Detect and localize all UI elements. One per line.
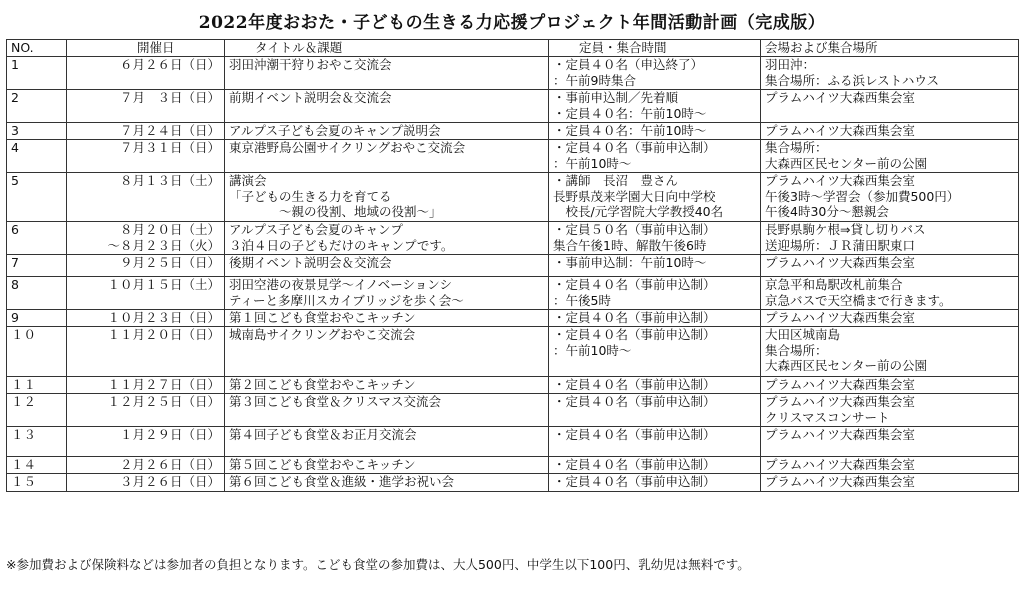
row-no: 1	[7, 57, 67, 90]
row-capacity-line: ・定員４０名（事前申込制）	[553, 427, 716, 442]
row-venue-line: プラムハイツ大森西集会室	[765, 255, 915, 270]
row-capacity-line: ：午前10時～	[553, 155, 632, 171]
row-venue	[761, 277, 1019, 310]
table-row	[7, 277, 1019, 310]
row-date-line: ７月３１日（日）	[119, 140, 220, 155]
row-capacity-line: ・定員４０名（申込終了）	[553, 57, 704, 72]
row-capacity-line: 集合午後1時、解散午後6時	[553, 237, 707, 253]
row-capacity	[549, 222, 761, 255]
table-row	[7, 123, 1019, 140]
row-capacity	[549, 427, 761, 457]
row-title	[225, 474, 549, 492]
row-date	[67, 123, 225, 140]
row-date	[67, 310, 225, 327]
row-no: １０	[7, 327, 67, 377]
table-row	[7, 222, 1019, 255]
row-title-line: アルプス子ども会夏のキャンプ説明会	[229, 123, 441, 138]
row-venue	[761, 327, 1019, 377]
row-capacity-line: ・定員４０名（事前申込制）	[553, 457, 716, 472]
row-date-line: ９月２５日（日）	[119, 255, 220, 270]
row-title-line: ３泊４日の子どもだけのキャンプです。	[229, 237, 454, 253]
table-row	[7, 394, 1019, 427]
table-row	[7, 457, 1019, 474]
row-capacity-line: ・定員４０名：午前10時～	[553, 123, 707, 138]
table-row	[7, 255, 1019, 277]
row-title	[225, 394, 549, 427]
row-venue-line: 京急バスで天空橋まで行きます。	[765, 292, 952, 308]
table-row	[7, 327, 1019, 377]
row-venue	[761, 255, 1019, 277]
row-capacity-line: ・定員４０名（事前申込制）	[553, 327, 716, 342]
row-capacity-line: ・定員４０名（事前申込制）	[553, 377, 716, 392]
row-date-line: ２月２６日（日）	[119, 457, 220, 472]
row-capacity	[549, 90, 761, 123]
row-no: 8	[7, 277, 67, 310]
row-date	[67, 222, 225, 255]
row-capacity-line: ・講師 長沼 豊さん	[553, 173, 679, 188]
row-venue	[761, 394, 1019, 427]
row-capacity	[549, 173, 761, 222]
row-venue	[761, 90, 1019, 123]
row-capacity	[549, 140, 761, 173]
row-venue-line: 午後4時30分～懇親会	[765, 204, 889, 219]
row-date	[67, 57, 225, 90]
header-no: NO.	[7, 40, 67, 57]
row-date-line: １０月１５日（土）	[107, 277, 220, 292]
row-date	[67, 327, 225, 377]
row-title-line: 講演会	[229, 173, 267, 188]
row-title	[225, 173, 549, 222]
row-venue-line: プラムハイツ大森西集会室	[765, 310, 915, 325]
row-venue	[761, 140, 1019, 173]
row-no: 9	[7, 310, 67, 327]
row-title	[225, 277, 549, 310]
row-venue-line: プラムハイツ大森西集会室	[765, 123, 915, 138]
table-row	[7, 427, 1019, 457]
row-capacity-line: ：午後5時	[553, 292, 611, 308]
row-capacity-line: ・定員４０名（事前申込制）	[553, 310, 716, 325]
row-capacity	[549, 255, 761, 277]
activity-plan-table	[6, 39, 1019, 492]
row-venue	[761, 427, 1019, 457]
row-capacity	[549, 57, 761, 90]
row-date-line: ７月２４日（日）	[119, 123, 220, 138]
row-capacity	[549, 394, 761, 427]
row-no: １５	[7, 474, 67, 492]
row-title-line: ～親の役割、地域の役割～」	[229, 204, 442, 219]
row-capacity-line: ・定員４０名（事前申込制）	[553, 394, 716, 409]
header-date: 開催日	[67, 40, 225, 57]
row-capacity	[549, 310, 761, 327]
row-venue	[761, 474, 1019, 492]
row-venue-line: 集合場所：ふる浜レストハウス	[765, 72, 940, 88]
table-row	[7, 310, 1019, 327]
row-date-line: ～８月２３日（火）	[107, 237, 220, 253]
row-venue	[761, 310, 1019, 327]
row-title	[225, 327, 549, 377]
row-no: 4	[7, 140, 67, 173]
row-venue-line: プラムハイツ大森西集会室	[765, 457, 915, 472]
row-no: １３	[7, 427, 67, 457]
row-title-line: 後期イベント説明会＆交流会	[229, 255, 392, 270]
row-capacity-line: ・事前申込制：午前10時～	[553, 255, 707, 270]
row-venue-line: プラムハイツ大森西集会室	[765, 90, 915, 105]
row-venue	[761, 57, 1019, 90]
row-title	[225, 140, 549, 173]
row-title	[225, 57, 549, 90]
row-title-line: 第３回こども食堂＆クリスマス交流会	[229, 394, 442, 409]
row-date	[67, 427, 225, 457]
row-venue	[761, 123, 1019, 140]
table-row	[7, 140, 1019, 173]
table-row	[7, 377, 1019, 394]
row-title	[225, 457, 549, 474]
row-date	[67, 277, 225, 310]
row-title-line: 第６回こども食堂＆進級・進学お祝い会	[229, 474, 455, 489]
row-date-line: １１月２７日（日）	[107, 377, 220, 392]
row-no: 3	[7, 123, 67, 140]
row-date-line: １月２９日（日）	[119, 427, 220, 442]
row-title-line: 城南島サイクリングおやこ交流会	[229, 327, 416, 342]
table-header-row	[7, 40, 1019, 57]
row-no: １１	[7, 377, 67, 394]
row-venue-line: プラムハイツ大森西集会室	[765, 173, 915, 188]
row-capacity-line: ・定員４０名（事前申込制）	[553, 140, 716, 155]
document-title: 2022年度おおた・子どもの生きる力応援プロジェクト年間活動計画（完成版）	[198, 13, 826, 33]
row-date	[67, 255, 225, 277]
row-title	[225, 310, 549, 327]
row-no: １２	[7, 394, 67, 427]
row-capacity	[549, 277, 761, 310]
row-title-line: 第１回こども食堂おやこキッチン	[229, 310, 416, 325]
row-no: 5	[7, 173, 67, 222]
row-venue-line: プラムハイツ大森西集会室	[765, 474, 915, 489]
row-title-line: 「子どもの生きる力を育てる	[229, 188, 392, 204]
row-date	[67, 90, 225, 123]
row-venue	[761, 457, 1019, 474]
row-venue-line: プラムハイツ大森西集会室	[765, 377, 915, 392]
row-capacity	[549, 474, 761, 492]
row-capacity	[549, 377, 761, 394]
row-date	[67, 474, 225, 492]
row-title-line: 東京港野鳥公園サイクリングおやこ交流会	[229, 140, 466, 155]
row-capacity-line: ・定員４０名：午前10時～	[553, 105, 707, 121]
row-date-line: ７月 ３日（日）	[119, 90, 220, 105]
row-date	[67, 457, 225, 474]
row-title-line: アルプス子ども会夏のキャンプ	[229, 222, 404, 237]
row-venue-line: 集合場所：	[765, 140, 828, 155]
row-date	[67, 140, 225, 173]
row-date	[67, 377, 225, 394]
row-title	[225, 222, 549, 255]
row-venue-line: 羽田沖：	[765, 57, 816, 72]
row-capacity-line: ・事前申込制／先着順	[553, 90, 679, 105]
row-venue-line: 京急平和島駅改札前集合	[765, 277, 903, 292]
row-venue-line: プラムハイツ大森西集会室	[765, 427, 915, 442]
row-title	[225, 427, 549, 457]
row-date-line: １１月２０日（日）	[107, 327, 220, 342]
row-capacity	[549, 123, 761, 140]
row-venue-line: 大森西区民センター前の公園	[765, 358, 928, 373]
row-capacity-line: 校長/元学習院大学教授40名	[553, 204, 724, 219]
table-row	[7, 173, 1019, 222]
row-title	[225, 377, 549, 394]
row-venue-line: クリスマスコンサート	[765, 409, 890, 425]
row-date-line: ３月２６日（日）	[119, 474, 220, 489]
row-date	[67, 394, 225, 427]
header-venue: 会場および集合場所	[761, 40, 1019, 57]
row-date-line: ８月２０日（土）	[119, 222, 220, 237]
row-no: 7	[7, 255, 67, 277]
table-row	[7, 57, 1019, 90]
row-date-line: ６月２６日（日）	[119, 57, 220, 72]
row-capacity	[549, 327, 761, 377]
table-row	[7, 90, 1019, 123]
row-capacity-line: ・定員４０名（事前申込制）	[553, 474, 716, 489]
row-capacity	[549, 457, 761, 474]
row-title-line: 第２回こども食堂おやこキッチン	[229, 377, 416, 392]
row-title	[225, 90, 549, 123]
row-capacity-line: ：午前10時～	[553, 342, 632, 358]
row-title-line: 羽田空港の夜景見学～イノベーションシ	[229, 277, 452, 292]
row-capacity-line: 長野県茂来学園大日向中学校	[553, 188, 716, 204]
row-venue-line: プラムハイツ大森西集会室	[765, 394, 915, 409]
row-venue-line: 大田区城南島	[765, 327, 841, 342]
row-title-line: 羽田沖潮干狩りおやこ交流会	[229, 57, 392, 72]
row-venue	[761, 222, 1019, 255]
header-capacity: 定員・集合時間	[549, 40, 761, 57]
row-venue-line: 大森西区民センター前の公園	[765, 155, 928, 171]
row-title-line: ティーと多摩川スカイブリッジを歩く会～	[229, 292, 464, 308]
row-venue-line: 午後3時～学習会（参加費500円）	[765, 188, 960, 204]
row-date-line: １０月２３日（日）	[107, 310, 220, 325]
row-no: 6	[7, 222, 67, 255]
table-row	[7, 474, 1019, 492]
row-no: 2	[7, 90, 67, 123]
row-date-line: １２月２５日（日）	[107, 394, 220, 409]
header-title: タイトル＆課題	[225, 40, 549, 57]
footnote: ※参加費および保険料などは参加者の負担となります。こども食堂の参加費は、大人500円、中学生以下100円、乳幼児は無料です。	[6, 557, 750, 572]
row-date-line: ８月１３日（土）	[119, 173, 220, 188]
row-capacity-line: ：午前9時集合	[553, 72, 636, 88]
row-no: １４	[7, 457, 67, 474]
row-title-line: 第５回こども食堂おやこキッチン	[229, 457, 416, 472]
row-date	[67, 173, 225, 222]
row-capacity-line: ・定員４０名（事前申込制）	[553, 277, 716, 292]
row-title-line: 前期イベント説明会＆交流会	[229, 90, 392, 105]
row-title	[225, 123, 549, 140]
row-venue	[761, 173, 1019, 222]
row-title	[225, 255, 549, 277]
row-venue-line: 長野県駒ケ根⇒貸し切りバス	[765, 222, 926, 237]
row-title-line: 第４回子ども食堂＆お正月交流会	[229, 427, 417, 442]
row-venue-line: 集合場所：	[765, 342, 828, 358]
row-venue-line: 送迎場所：ＪＲ蒲田駅東口	[765, 237, 916, 253]
row-capacity-line: ・定員５０名（事前申込制）	[553, 222, 716, 237]
row-venue	[761, 377, 1019, 394]
